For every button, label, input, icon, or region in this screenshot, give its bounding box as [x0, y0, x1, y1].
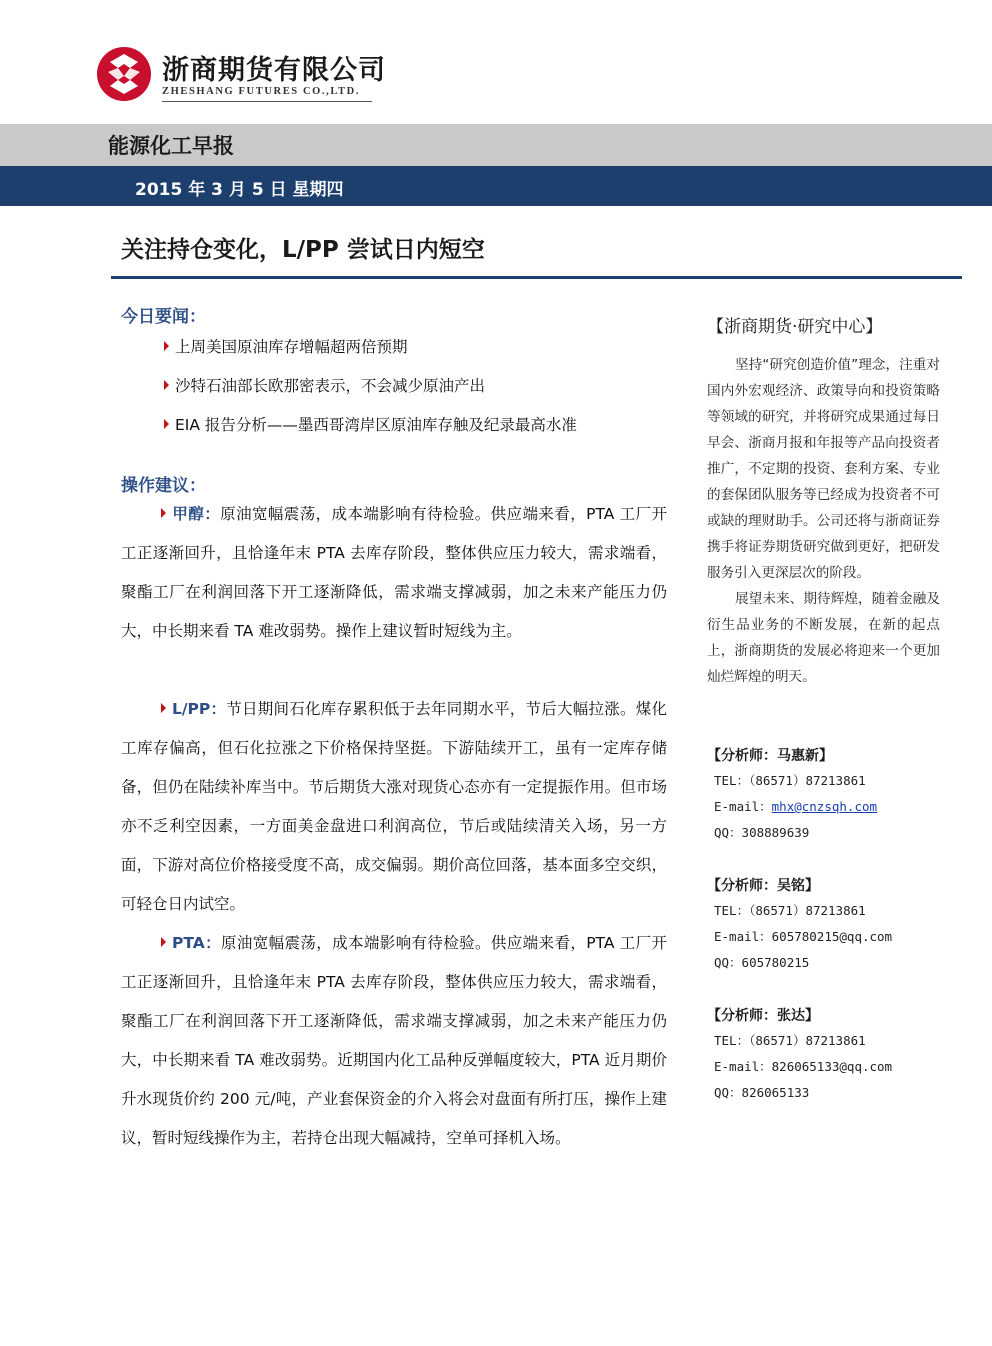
- report-date: 2015 年 3 月 5 日 星期四: [135, 180, 344, 200]
- advice-text: 节日期间石化库存累积低于去年同期水平，节后大幅拉涨。煤化工库存偏高，但石化拉涨之下价格保持坚挺。下游陆续开工，虽有一定库存储备，但仍在陆续补库当中。节后期货大涨对现货心态亦有一定提振作用。但市场亦不乏利空因素，一方面美金盘进口利润高位，节后或陆续清关入场，另一方面，下游对高位价格接受度不高，成交偏弱。期价高位回落，基本面多空交织，可轻仓日内试空。: [121, 700, 667, 913]
- email-label: E-mail：: [714, 799, 772, 814]
- bullet-arrow-icon: [161, 937, 166, 947]
- analyst-email: 826065133@qq.com: [771, 1059, 893, 1074]
- advice-paragraph-pta: [121, 924, 667, 1158]
- news-item: [164, 335, 408, 357]
- analyst-email-row: [714, 794, 877, 820]
- company-logo: [96, 46, 152, 102]
- news-item-text: 沙特石油部长欧那密表示，不会减少原油产出: [175, 377, 486, 395]
- news-item-text: EIA 报告分析——墨西哥湾岸区原油库存触及纪录最高水准: [175, 416, 577, 434]
- sidebar-title: 【浙商期货·研究中心】: [707, 317, 883, 337]
- analyst-email-row: [714, 1054, 892, 1080]
- analyst-email-row: [714, 924, 892, 950]
- bullet-arrow-icon: [164, 419, 169, 429]
- advice-paragraph-methanol: [121, 495, 667, 651]
- analyst-title: 【分析师：吴铭】: [707, 878, 819, 894]
- advice-label: PTA：: [172, 934, 221, 952]
- bullet-arrow-icon: [161, 703, 166, 713]
- analyst-email-link[interactable]: mhx@cnzsqh.com: [771, 799, 878, 814]
- bullet-arrow-icon: [164, 380, 169, 390]
- bullet-arrow-icon: [161, 508, 166, 518]
- news-item: [164, 374, 485, 396]
- analyst-qq: QQ：605780215: [714, 955, 810, 970]
- news-item: [164, 413, 577, 435]
- news-item-text: 上周美国原油库存增幅超两倍预期: [175, 338, 408, 356]
- advice-text: 原油宽幅震荡，成本端影响有待检验。供应端来看，PTA 工厂开工正逐渐回升，且恰逢年末 PTA 去库存阶段，整体供应压力较大，需求端看，聚酯工厂在利润回落下开工逐渐降低，需求端支撑减弱，加之未来产能压力仍大，中长期来看 TA 难改弱势。近期国内化工品种反弹幅度较大，PTA 近月期价升水现货价约 200 元/吨，产业套保资金的介入将会对盘面有所打压，操作上建议，暂时短线操作为主，若持仓出现大幅减持，空单可择机入场。: [121, 934, 667, 1147]
- analyst-tel: TEL：（86571）87213861: [714, 773, 866, 788]
- advice-paragraph-lpp: [121, 690, 667, 924]
- analyst-tel: TEL：（86571）87213861: [714, 903, 866, 918]
- company-name-en: ZHESHANG FUTURES CO.,LTD.: [162, 86, 361, 97]
- analyst-contact: [714, 898, 892, 976]
- analyst-title: 【分析师：张达】: [707, 1008, 819, 1024]
- headline-divider: [111, 276, 962, 279]
- header-divider: [162, 101, 372, 102]
- advice-section-title: 操作建议：: [121, 476, 206, 496]
- analyst-contact: [714, 1028, 892, 1106]
- analyst-title: 【分析师：马惠新】: [707, 748, 833, 764]
- analyst-tel: TEL：（86571）87213861: [714, 1033, 866, 1048]
- email-label: E-mail：: [714, 929, 772, 944]
- company-name-cn: 浙商期货有限公司: [162, 55, 386, 86]
- advice-label: 甲醇：: [172, 505, 221, 523]
- analyst-contact: [714, 768, 877, 846]
- bullet-arrow-icon: [164, 341, 169, 351]
- advice-label: L/PP：: [172, 700, 227, 718]
- advice-text: 原油宽幅震荡，成本端影响有待检验。供应端来看，PTA 工厂开工正逐渐回升，且恰逢年末 PTA 去库存阶段，整体供应压力较大，需求端看，聚酯工厂在利润回落下开工逐渐降低，需求端支撑减弱，加之未来产能压力仍大，中长期来看 TA 难改弱势。操作上建议暂时短线为主。: [121, 505, 667, 640]
- sidebar-intro: [707, 352, 940, 690]
- email-label: E-mail：: [714, 1059, 772, 1074]
- analyst-qq: QQ：308889639: [714, 825, 810, 840]
- news-section-title: 今日要闻：: [121, 307, 206, 327]
- analyst-qq: QQ：826065133: [714, 1085, 810, 1100]
- headline: 关注持仓变化，L/PP 尝试日内短空: [121, 237, 485, 263]
- sidebar-paragraph: 坚持“研究创造价值”理念，注重对国内外宏观经济、政策导向和投资策略等领域的研究，并将研究成果通过每日早会、浙商月报和年报等产品向投资者推广，不定期的投资、套利方案、专业的套保团队服务等已经成为投资者不可或缺的理财助手。公司还将与浙商证券携手将证券期货研究做到更好，把研发服务引入更深层次的阶段。: [707, 357, 940, 581]
- report-type: 能源化工早报: [108, 134, 234, 158]
- sidebar-paragraph: 展望未来、期待辉煌，随着金融及衍生品业务的不断发展，在新的起点上，浙商期货的发展必将迎来一个更加灿烂辉煌的明天。: [707, 591, 940, 685]
- analyst-email: 605780215@qq.com: [771, 929, 893, 944]
